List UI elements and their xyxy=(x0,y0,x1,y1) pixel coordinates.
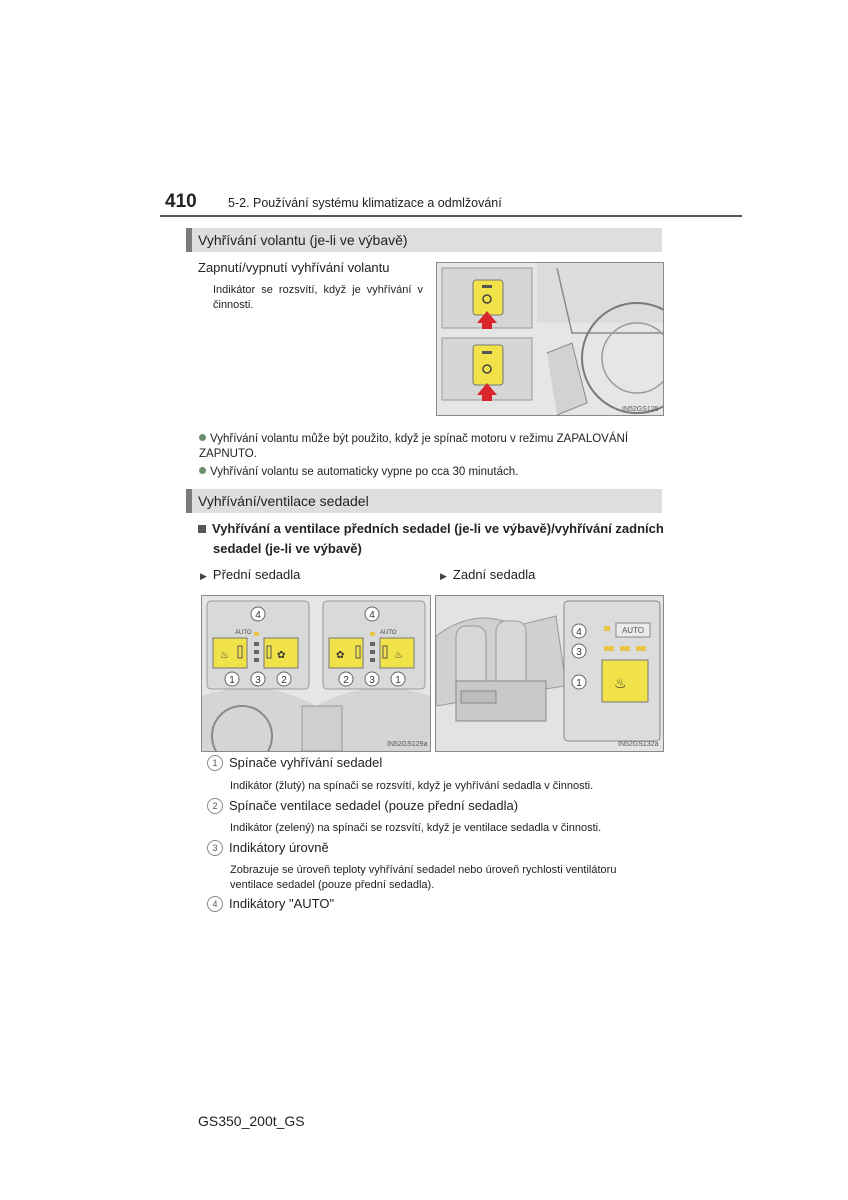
steering-switch-label: Zapnutí/vypnutí vyhřívání volantu xyxy=(198,260,390,275)
section-title: 5-2. Používání systému klimatizace a odmlžování xyxy=(228,196,502,210)
callout-3: 3 xyxy=(255,675,261,686)
figure-code: IN52GS132a xyxy=(618,741,659,748)
triangle-icon: ▶ xyxy=(440,571,447,581)
model-code: GS350_200t_GS xyxy=(198,1113,305,1129)
legend-item-2: 2 Spínače ventilace sedadel (pouze přední sedadla) xyxy=(207,798,518,814)
steering-heater-figure xyxy=(436,262,664,416)
legend-desc-1: Indikátor (žlutý) na spínači se rozsvítí, když je vyhřívání sedadla v činnosti. xyxy=(230,780,594,792)
seats-subheading: Vyhřívání a ventilace předních sedadel (je-li ve výbavě)/vyhřívání zadních xyxy=(198,521,664,536)
seats-subheading-cont: sedadel (je-li ve výbavě) xyxy=(213,541,362,556)
svg-text:♨: ♨ xyxy=(394,650,403,661)
section-heading-steering: Vyhřívání volantu (je-li ve výbavě) xyxy=(186,228,662,252)
triangle-icon: ▶ xyxy=(200,571,207,581)
auto-text: AUTO xyxy=(235,630,252,636)
page-number: 410 xyxy=(165,191,197,212)
legend-item-4: 4 Indikátory "AUTO" xyxy=(207,896,334,912)
callout-2: 2 xyxy=(281,675,287,686)
bullet-icon xyxy=(199,467,206,474)
auto-text: AUTO xyxy=(380,630,397,636)
legend-desc-2: Indikátor (zelený) na spínači se rozsvítí, když je ventilace sedadla v činnosti. xyxy=(230,822,602,834)
legend-item-1: 1 Spínače vyhřívání sedadel xyxy=(207,755,382,771)
square-bullet-icon xyxy=(198,525,206,533)
auto-text: AUTO xyxy=(621,626,645,635)
figure-code: IN52GS125 xyxy=(622,406,659,413)
callout-4: 4 xyxy=(576,627,582,638)
rear-seats-figure xyxy=(435,595,664,752)
callout-4: 4 xyxy=(255,610,261,621)
svg-text:✿: ✿ xyxy=(277,650,286,661)
rear-seats-label: ▶ Zadní sedadla xyxy=(440,567,536,582)
legend-item-3: 3 Indikátory úrovně xyxy=(207,840,329,856)
callout-3: 3 xyxy=(576,647,582,658)
front-seats-label: ▶ Přední sedadla xyxy=(200,567,301,582)
front-seats-figure xyxy=(201,595,431,752)
svg-text:♨: ♨ xyxy=(614,676,627,692)
legend-desc-3b: ventilace sedadel (pouze přední sedadla). xyxy=(230,879,435,891)
callout-1: 1 xyxy=(395,675,401,686)
note-ignition: Vyhřívání volantu může být použito, když je spínač motoru v režimu ZAPALOVÁNÍ ZAPNUTO. xyxy=(199,433,629,460)
legend-desc-3a: Zobrazuje se úroveň teploty vyhřívání sedadel nebo úroveň rychlosti ventilátoru xyxy=(230,864,617,876)
callout-1: 1 xyxy=(576,678,582,689)
bullet-icon xyxy=(199,434,206,441)
callout-1: 1 xyxy=(229,675,235,686)
svg-text:♨: ♨ xyxy=(220,650,229,661)
header-divider xyxy=(160,215,742,217)
section-heading-seats: Vyhřívání/ventilace sedadel xyxy=(186,489,662,513)
callout-4: 4 xyxy=(369,610,375,621)
steering-indicator-text: Indikátor se rozsvítí, když je vyhřívání v činnosti. xyxy=(213,284,423,311)
figure-code: IN52GS129a xyxy=(387,741,428,748)
callout-2: 2 xyxy=(343,675,349,686)
callout-3: 3 xyxy=(369,675,375,686)
svg-text:✿: ✿ xyxy=(336,650,345,661)
note-auto-off: Vyhřívání volantu se automaticky vypne po cca 30 minutách. xyxy=(199,465,518,480)
